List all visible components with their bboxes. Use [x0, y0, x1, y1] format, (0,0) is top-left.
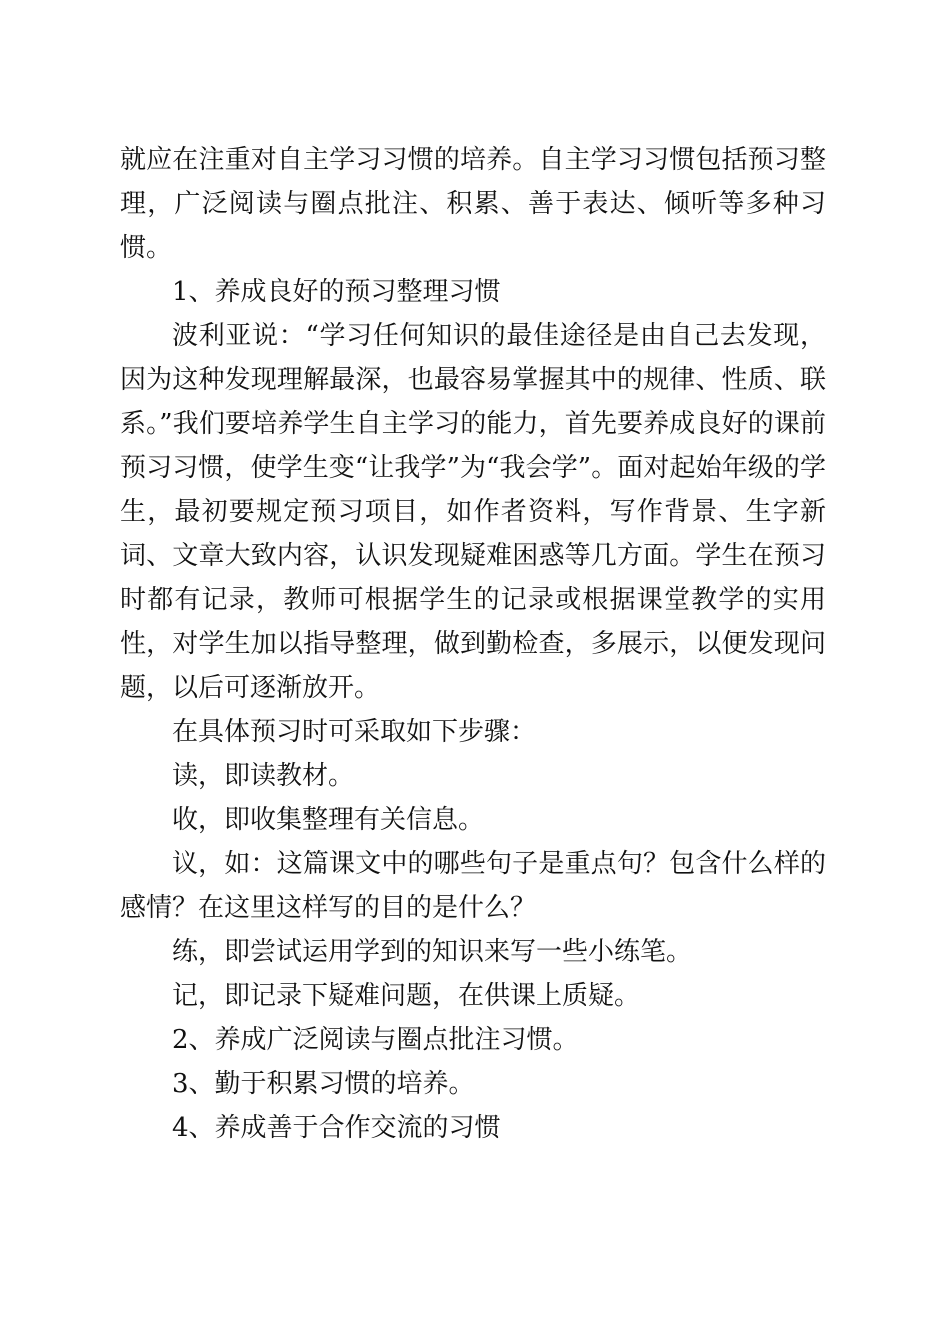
step-read: 读，即读教材。: [172, 761, 355, 791]
section-heading-3: 3、勤于积累习惯的培养。: [172, 1069, 475, 1099]
step-discuss: 议，如：这篇课文中的哪些句子是重点句？包含什么样的感情？在这里这样写的目的是什么？: [120, 849, 826, 923]
step-record: 记，即记录下疑难问题，在供课上质疑。: [172, 981, 641, 1011]
paragraph-continuation: 就应在注重对自主学习习惯的培养。自主学习习惯包括预习整理，广泛阅读与圈点批注、积累、善于表达、倾听等多种习惯。: [120, 145, 826, 263]
paragraph-steps-intro: 在具体预习时可采取如下步骤：: [172, 717, 537, 747]
section-heading-4: 4、养成善于合作交流的习惯: [172, 1113, 501, 1143]
document-body: [120, 138, 826, 1150]
step-practice: 练，即尝试运用学到的知识来写一些小练笔。: [172, 937, 693, 967]
section-heading-1: 1、养成良好的预习整理习惯: [172, 277, 501, 307]
section-heading-2: 2、养成广泛阅读与圈点批注习惯。: [172, 1025, 579, 1055]
paragraph-polya-quote: 波利亚说：“学习任何知识的最佳途径是由自己去发现，因为这种发现理解最深，也最容易掌握其中的规律、性质、联系。”我们要培养学生自主学习的能力，首先要养成良好的课前预习习惯，使学生变“让我学”为“我会学”。面对起始年级的学生，最初要规定预习项目，如作者资料，写作背景、生字新词、文章大致内容，认识发现疑难困惑等几方面。学生在预习时都有记录，教师可根据学生的记录或根据课堂教学的实用性，对学生加以指导整理，做到勤检查，多展示，以便发现问题，以后可逐渐放开。: [120, 321, 826, 703]
step-collect: 收，即收集整理有关信息。: [172, 805, 485, 835]
